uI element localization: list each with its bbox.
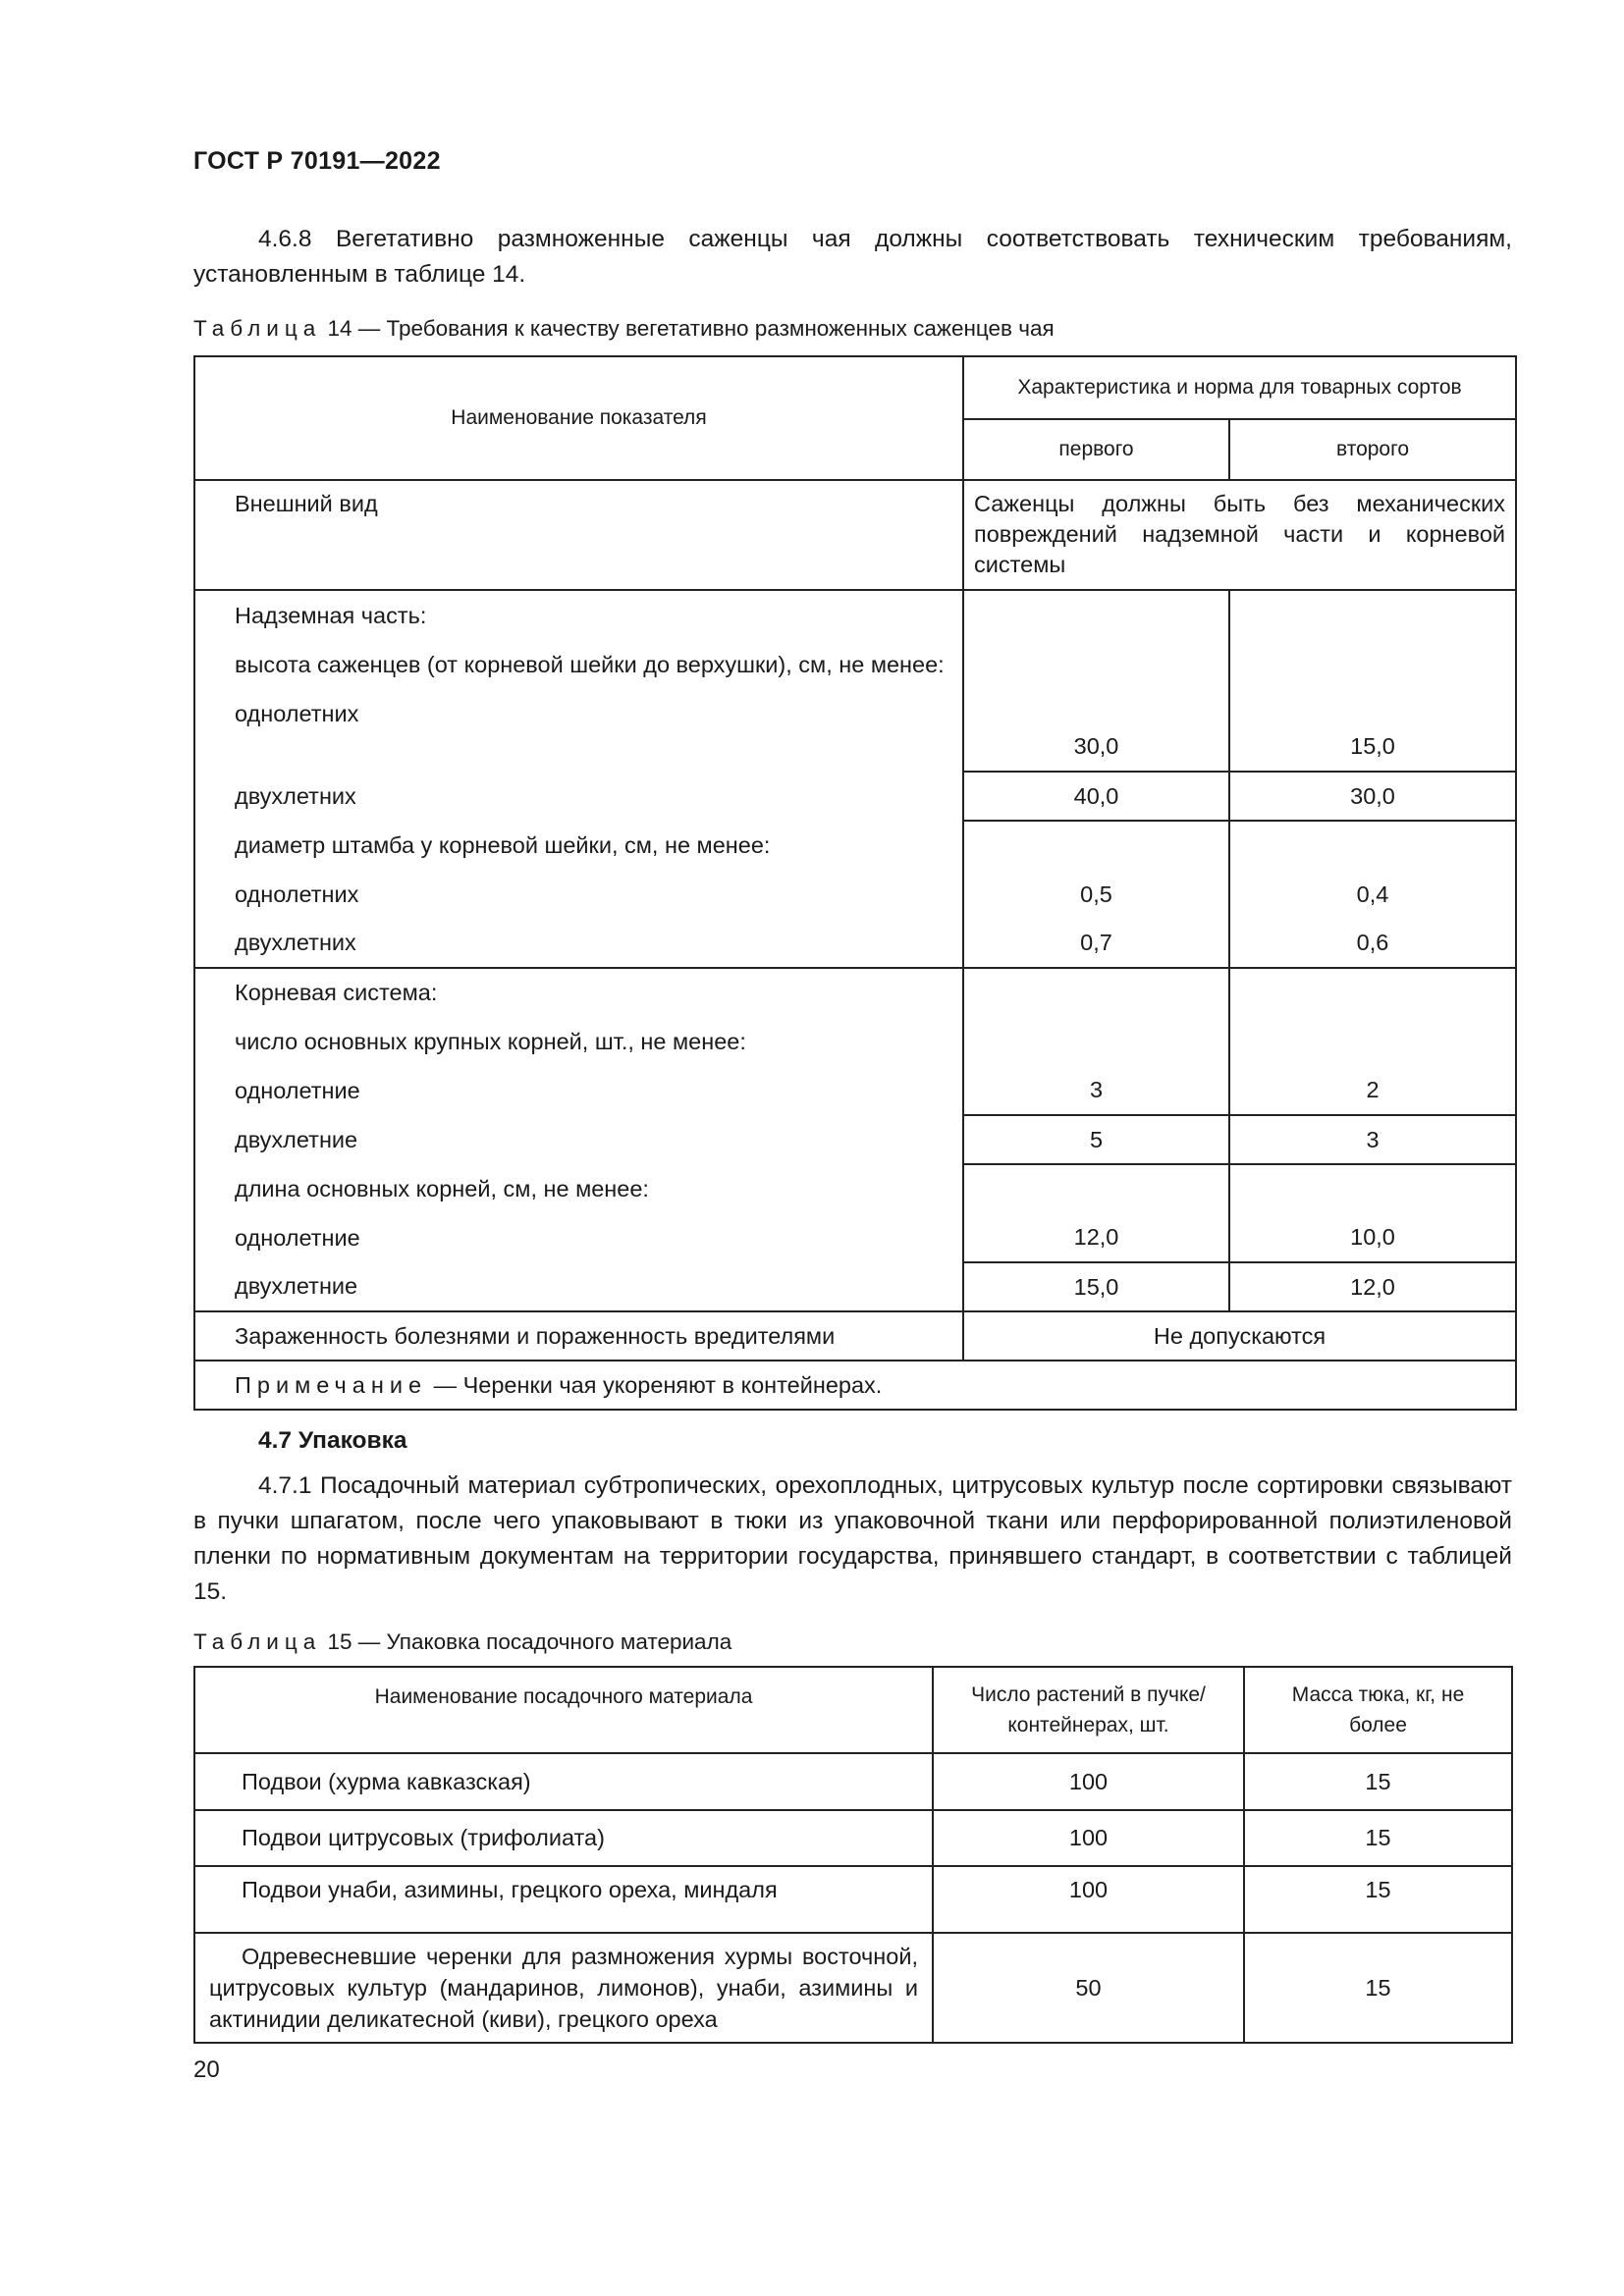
t14-one-year-length-v2: 10,0 (1229, 1213, 1516, 1262)
paragraph-4-7-1: 4.7.1 Посадочный материал субтропических, орехоплодных, цитрусовых культур после сортировки связывают в пучки шпагатом, после чего упаковывают в тюки из упаковочной ткани или перфорированной полиэтиленовой пленки по нормативным документам на территории государства, принявшего стандарт, в соответствии с таблицей 15. (193, 1472, 1512, 1605)
t15-row-4-count: 50 (933, 1933, 1244, 2043)
page-number: 20 (193, 2056, 220, 2083)
t15-row-1-name: Подвои (хурма кавказская) (194, 1753, 933, 1810)
t14-height-label: высота саженцев (от корневой шейки до верхушки), см, не менее: (235, 652, 945, 677)
t14-roots-count-spacer-2 (1229, 1017, 1516, 1066)
t15-row-4-name: Одревесневшие черенки для размножения хурмы восточной, цитрусовых культур (мандаринов, лимонов), унаби, азимины и актинидии деликатесной (киви), грецкого ореха (194, 1933, 933, 2043)
t14-above-ground-spacer-1 (963, 590, 1229, 722)
table-15 (193, 1666, 1513, 2044)
t14-two-year-height-v1: 40,0 (963, 772, 1229, 821)
t15-row-3-name: Подвои унаби, азимины, грецкого ореха, миндаля (194, 1866, 933, 1933)
t14-two-year-count-label: двухлетние (194, 1115, 963, 1164)
t14-one-year-length-label: однолетние (194, 1213, 963, 1262)
t14-note (194, 1361, 1516, 1410)
table15-caption-text: 15 — Упаковка посадочного материала (327, 1629, 732, 1654)
t14-head-second: второго (1229, 419, 1516, 480)
t14-head-name: Наименование показателя (194, 356, 963, 480)
t14-one-year-height-v1: 30,0 (963, 722, 1229, 772)
t14-diameter-label: диаметр штамба у корневой шейки, см, не менее: (194, 821, 963, 870)
t15-row-1-mass: 15 (1244, 1753, 1512, 1810)
t14-one-year-diameter-v1: 0,5 (963, 870, 1229, 919)
table15-caption-word: Таблица (193, 1629, 322, 1654)
t14-roots-length-label: длина основных корней, см, не менее: (194, 1164, 963, 1213)
t14-note-word: Примечание (235, 1371, 428, 1398)
t14-two-year-length-v2: 12,0 (1229, 1262, 1516, 1311)
t14-note-text: — Черенки чая укореняют в контейнерах. (433, 1371, 883, 1398)
t14-one-year-count-v2: 2 (1229, 1066, 1516, 1115)
t14-roots-count-spacer-1 (963, 1017, 1229, 1066)
t14-disease-label: Зараженность болезнями и пораженность вредителями (194, 1311, 963, 1361)
document-header: ГОСТ Р 70191—2022 (193, 147, 441, 175)
t14-one-year-diameter-v2: 0,4 (1229, 870, 1516, 919)
t14-two-year-length-v1: 15,0 (963, 1262, 1229, 1311)
t14-one-year-height-label: однолетних (235, 701, 359, 726)
t14-appearance-label: Внешний вид (194, 480, 963, 590)
t14-roots-length-spacer-1 (963, 1164, 1229, 1213)
t14-two-year-height-v2: 30,0 (1229, 772, 1516, 821)
t14-roots-length-spacer-2 (1229, 1164, 1516, 1213)
t14-above-ground-block (194, 590, 963, 772)
table14-caption-word: Таблица (193, 316, 322, 341)
t14-above-ground-label: Надземная часть: (235, 603, 427, 628)
t14-root-system-label: Корневая система: (194, 968, 963, 1017)
t14-two-year-length-label: двухлетние (194, 1262, 963, 1311)
t14-root-spacer-2 (1229, 968, 1516, 1017)
t15-head-mass: Масса тюка, кг, не более (1244, 1667, 1512, 1753)
t14-two-year-diameter-v2: 0,6 (1229, 919, 1516, 968)
t14-two-year-count-v1: 5 (963, 1115, 1229, 1164)
table15-caption (193, 1629, 731, 1655)
t14-one-year-length-v1: 12,0 (963, 1213, 1229, 1262)
t14-one-year-count-v1: 3 (963, 1066, 1229, 1115)
t14-one-year-count-label: однолетние (194, 1066, 963, 1115)
t15-row-2-mass: 15 (1244, 1810, 1512, 1866)
t14-root-spacer-1 (963, 968, 1229, 1017)
table-14 (193, 355, 1517, 1411)
t15-row-3-mass: 15 (1244, 1866, 1512, 1933)
table14-caption (193, 316, 1055, 342)
t14-roots-count-label: число основных крупных корней, шт., не менее: (194, 1017, 963, 1066)
t15-row-1-count: 100 (933, 1753, 1244, 1810)
section-4-7-title: 4.7 Упаковка (258, 1427, 407, 1454)
t15-head-name: Наименование посадочного материала (194, 1667, 933, 1753)
t14-diameter-spacer-2 (1229, 821, 1516, 870)
t15-head-count: Число растений в пучке/ контейнерах, шт. (933, 1667, 1244, 1753)
t14-two-year-height-label: двухлетних (194, 772, 963, 821)
t14-two-year-diameter-label: двухлетних (194, 919, 963, 968)
t14-disease-value: Не допускаются (963, 1311, 1516, 1361)
t14-head-characteristic: Характеристика и норма для товарных сортов (963, 356, 1516, 419)
t14-above-ground-spacer-2 (1229, 590, 1516, 722)
t15-row-3-count: 100 (933, 1866, 1244, 1933)
t14-diameter-spacer-1 (963, 821, 1229, 870)
t14-appearance-value: Саженцы должны быть без механических повреждений надземной части и корневой системы (963, 480, 1516, 590)
t14-head-first: первого (963, 419, 1229, 480)
paragraph-4-6-8: 4.6.8 Вегетативно размноженные саженцы чая должны соответствовать техническим требованиям, установленным в таблице 14. (193, 226, 1512, 288)
t15-row-2-count: 100 (933, 1810, 1244, 1866)
t15-row-2-name: Подвои цитрусовых (трифолиата) (194, 1810, 933, 1866)
table14-caption-text: 14 — Требования к качеству вегетативно размноженных саженцев чая (327, 316, 1055, 341)
t14-one-year-height-v2: 15,0 (1229, 722, 1516, 772)
t14-one-year-diameter-label: однолетних (194, 870, 963, 919)
t14-two-year-count-v2: 3 (1229, 1115, 1516, 1164)
t15-row-4-mass: 15 (1244, 1933, 1512, 2043)
t14-two-year-diameter-v1: 0,7 (963, 919, 1229, 968)
